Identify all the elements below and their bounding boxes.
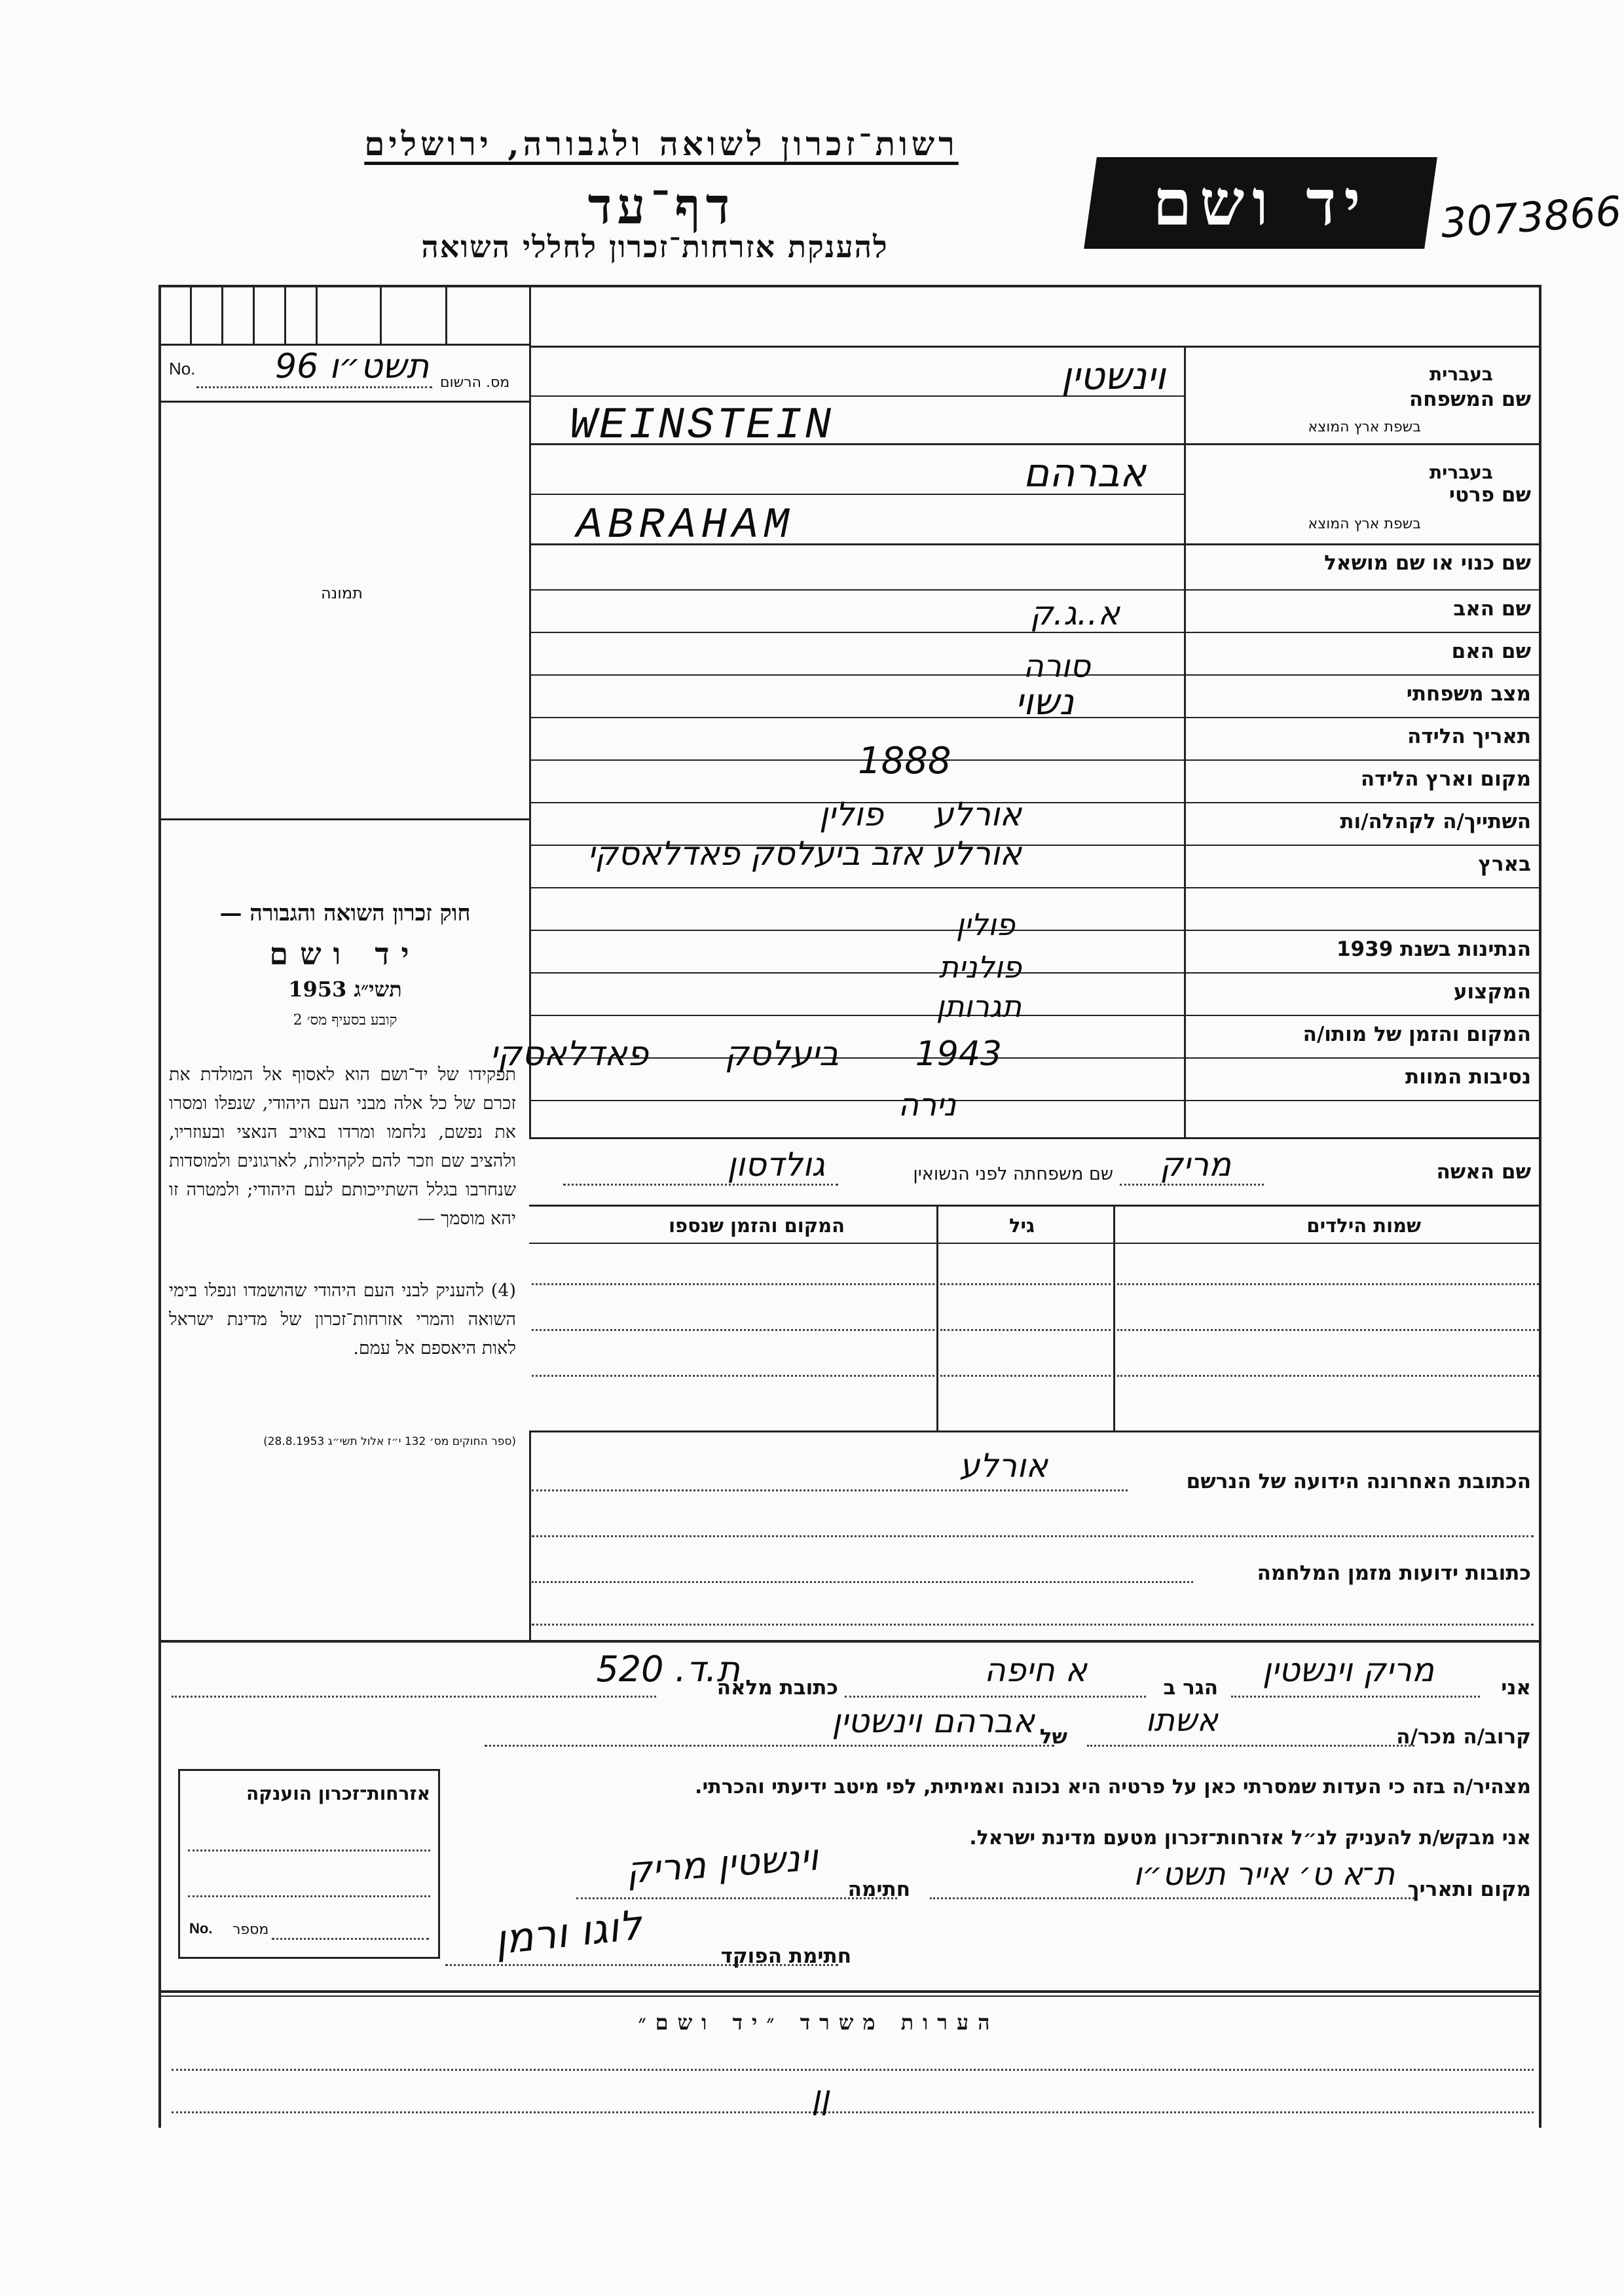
first-name-origin-label: בשפת ארץ המוצא (1308, 516, 1421, 532)
last-address-value: אורלע (959, 1447, 1048, 1485)
reg-no-label: No. (169, 359, 196, 378)
reg-label: מס. הרשום (440, 374, 510, 391)
signature-value: וינשטין מריק (625, 1836, 820, 1893)
request-text: אני מבקש/ת להעניק לנ״ל אזרחות־זכרון מטעם מדינת ישראל. (969, 1827, 1531, 1850)
declarant-city: א חיפה (984, 1651, 1087, 1689)
law-title: חוק זכרון השואה והגבורה — (219, 900, 471, 926)
profession-label: המקצוע (1453, 980, 1531, 1004)
yad-vashem-logo (1084, 157, 1437, 249)
officer-label: חתימת הפוקד (720, 1944, 851, 1968)
children-death-label: המקום והזמן שנספו (669, 1214, 845, 1237)
citizenship-value: פולנית (938, 949, 1022, 985)
law-clause: קובע בסעיף מס׳ 2 (293, 1012, 397, 1029)
country-value: פולין (955, 907, 1015, 942)
photo-label: תמונה (321, 584, 363, 602)
wife-maiden-label: שם משפחתה לפני הנשואין (913, 1164, 1113, 1184)
citizenship-number-label: מספר (232, 1922, 269, 1938)
country-label: בארץ (1478, 852, 1531, 876)
last-address-label: הכתובת האחרונה הידועה של הנרשם (1186, 1470, 1531, 1493)
declarant-name: מריק וינשטין (1262, 1651, 1434, 1689)
first-name-hebrew-label: בעברית (1429, 462, 1493, 483)
marital-status-label: מצב משפחתי (1406, 682, 1531, 706)
officer-signature: לוגו ורמן (492, 1901, 644, 1964)
law-name: יד ושם (269, 936, 421, 972)
relation-value: אשתו (1145, 1702, 1218, 1739)
death-place-time-value: 1943 ביעלסק פאדלאסקי (489, 1034, 1002, 1074)
death-circumstances-label: נסיבות המוות (1405, 1065, 1531, 1089)
mother-name-label: שם האם (1451, 640, 1531, 663)
relation-label: קרוב/ה מכר/ה (1396, 1725, 1531, 1749)
community-value: אורלע אזב ביעלסק פאדלאסקי (587, 835, 1022, 873)
citizenship-label: הנתינות בשנת 1939 (1336, 938, 1531, 961)
first-name-label: שם פרטי (1449, 483, 1531, 507)
place-date-value: ת־א ט׳ אייר תשט״ו (1133, 1856, 1395, 1893)
form-title: דף־עד (587, 177, 735, 235)
birth-date-label: תאריך הלידה (1407, 725, 1531, 748)
citizenship-box (178, 1769, 440, 1959)
birth-place-value: אורלע פולין (819, 795, 1022, 833)
children-age-label: גיל (1008, 1214, 1035, 1237)
address-label: כתובת מלאה (716, 1676, 838, 1700)
archive-number: 3073866 (1439, 187, 1623, 247)
community-label: השתייך/ה לקהלה/ות (1340, 810, 1531, 833)
war-addresses-label: כתובות ידועות מזמן המלחמה (1257, 1561, 1531, 1585)
signature-label: חתימה (847, 1878, 910, 1901)
citizenship-no-label: No. (189, 1920, 213, 1937)
law-year: תשי״ג 1953 (288, 977, 402, 1002)
office-mark: ll (812, 2085, 830, 2123)
law-text-1: תפקידו של יד־ושם הוא לאסוף אל המולדת את זכרם של כל אלה מבני העם היהודי, שנפלו ומסרו את נפשם, נלחמו ומרדו באויב הנאצי ובעוזריו, ולהציב שם וזכר להם לקהילות, לארגונים ולמוסדות שנחרבו בגלל השתייכותם לעם היהודי; ולמטרה זו יהא מוסמך — (169, 1065, 516, 1229)
marital-status-value: נשוי (1015, 681, 1074, 723)
declarant-prefix: אני (1501, 1676, 1531, 1700)
wife-value: מריק (1160, 1146, 1231, 1184)
declarant-address: ת.ד. 520 (596, 1649, 740, 1690)
declaration-text: מצהיר/ה בזה כי העדות שמסרתי כאן על פרטיה היא נכונה ואמיתית, לפי מיטב ידיעתי והכרתי. (695, 1776, 1531, 1798)
office-notes-label: הערות משרד ״יד ושם״ (638, 2010, 999, 2035)
place-date-label: מקום ותאריך (1407, 1878, 1531, 1901)
wife-label: שם האשה (1436, 1160, 1531, 1184)
mother-name-value: סורה (1023, 648, 1090, 685)
first-name-hebrew-value: אברהם (1023, 450, 1146, 496)
profession-value: תגרותן (936, 989, 1022, 1024)
birth-place-label: מקום וארץ הלידה (1360, 767, 1531, 791)
death-circumstances-value: נירה (898, 1087, 956, 1123)
wife-maiden-value: גולדסון (727, 1146, 825, 1184)
family-name-origin-value: WEINSTEIN (570, 401, 834, 451)
first-name-origin-value: ABRAHAM (576, 501, 795, 550)
of-value: אברהם וינשטין (832, 1702, 1035, 1740)
family-name-hebrew-label: בעברית (1429, 363, 1493, 385)
father-name-label: שם האב (1453, 597, 1531, 621)
resides-label: הגר ב (1163, 1676, 1218, 1700)
law-text-2: (4) להעניק לבני העם היהודי שהושמדו ונפלו בימי השואה והמרי אזרחות־זכרון של מדינת ישראל לאות היאספם אל עמם. (169, 1281, 516, 1358)
birth-date-value: 1888 (858, 740, 951, 782)
of-label: של (1039, 1725, 1067, 1749)
family-name-hebrew-value: וינשטין (1061, 354, 1166, 398)
death-place-time-label: המקום והזמן של מותו/ה (1302, 1023, 1531, 1046)
law-source: (ספר החוקים מס׳ 132 י״ז אלול תשי״ג 28.8.1953) (263, 1435, 516, 1448)
registration-number: תשט״ו 96 (275, 347, 430, 386)
citizenship-box-title: אזרחות־זכרון הוענקה (246, 1783, 430, 1804)
logo-text: יד ושם (1153, 166, 1369, 240)
authority-title: רשות־זכרון לשואה ולגבורה, ירושלים (364, 124, 959, 163)
form-subtitle: להענקת אזרחות־זכרון לחללי השואה (421, 229, 889, 264)
nickname-label: שם כנוי או שם מושאל (1324, 551, 1531, 575)
family-name-origin-label: בשפת ארץ המוצא (1308, 419, 1421, 435)
father-name-value: א..ג.ק (1029, 594, 1120, 632)
family-name-label: שם המשפחה (1409, 388, 1531, 411)
children-names-label: שמות הילדים (1306, 1214, 1421, 1237)
